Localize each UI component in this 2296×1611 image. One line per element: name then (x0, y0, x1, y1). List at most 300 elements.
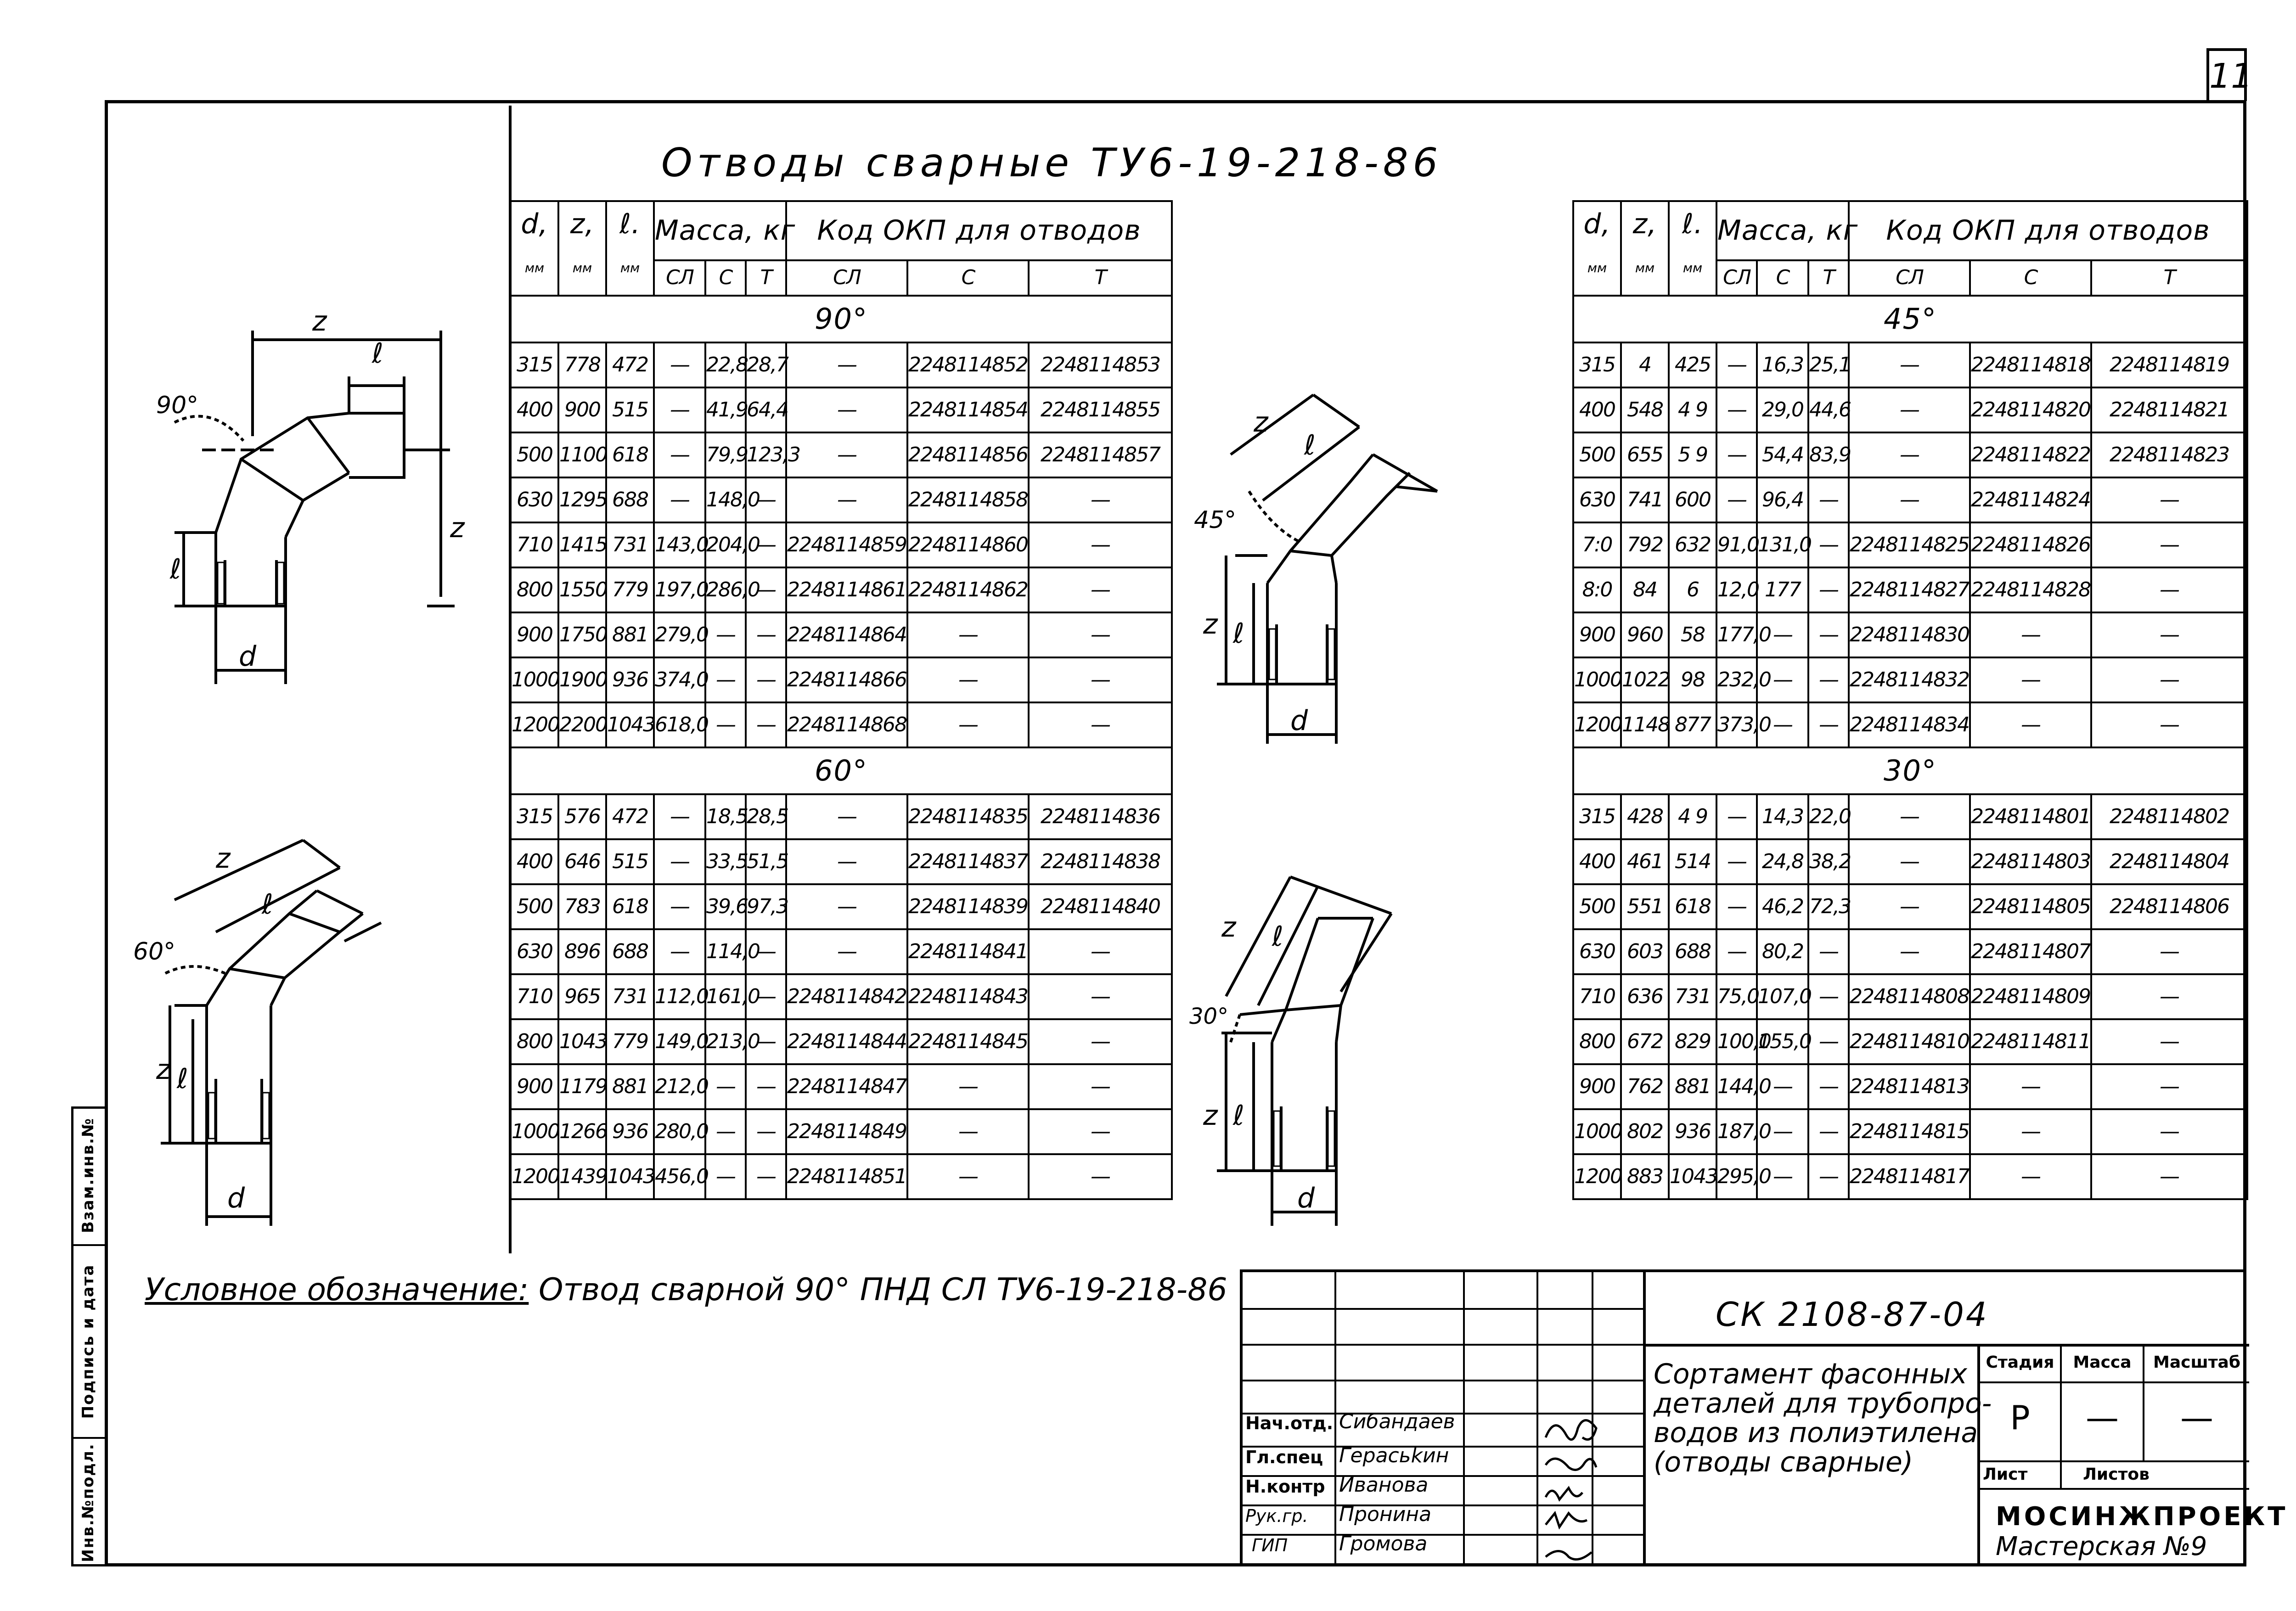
note-text: Отвод сварной 90° ПНД СЛ ТУ6-19-218-86 (538, 1272, 1227, 1308)
table-cell: — (907, 612, 1029, 657)
elbow-90-drawing (156, 303, 478, 716)
table-cell: 286,0 (705, 567, 746, 612)
table-cell: 97,3 (746, 884, 786, 929)
table-cell: — (1970, 702, 2091, 747)
table-cell: 779 (606, 1019, 654, 1064)
table-cell: 2248114817 (1849, 1154, 1970, 1199)
table-cell: — (654, 884, 705, 929)
table-cell: — (1716, 794, 1757, 839)
table-cell: 500 (511, 432, 558, 477)
doc-description (1654, 1359, 1992, 1477)
table-cell: 2248114841 (907, 929, 1029, 974)
header-mass: Масса, кг (1716, 201, 1849, 260)
table-cell: — (1970, 657, 2091, 702)
table-cell: 428 (1621, 794, 1669, 839)
table-cell: 18,5 (705, 794, 746, 839)
table-cell: 800 (1573, 1019, 1621, 1064)
table-cell: 6 (1669, 567, 1716, 612)
table-cell: 618 (606, 884, 654, 929)
table-cell: — (786, 477, 907, 522)
table-cell: 936 (1669, 1109, 1716, 1154)
table-row (511, 1064, 1172, 1109)
signer-name-5: Громова (1339, 1532, 1428, 1555)
table-row (511, 1154, 1172, 1199)
table-cell: 2248114827 (1849, 567, 1970, 612)
table-cell: 762 (1621, 1064, 1669, 1109)
table-cell: 177,0 (1716, 612, 1757, 657)
table-cell: 646 (558, 839, 606, 884)
header-okp: Код ОКП для отводов (786, 201, 1172, 260)
table-cell: 2248114807 (1970, 929, 2091, 974)
table-cell: — (1757, 612, 1808, 657)
table-cell: — (1970, 1109, 2091, 1154)
label-z-side: z (1203, 1100, 1218, 1132)
table-cell: 2248114824 (1970, 477, 2091, 522)
table-row (511, 839, 1172, 884)
table-cell: 632 (1669, 522, 1716, 567)
table-cell: — (654, 342, 705, 387)
label-l: ℓ (262, 888, 273, 921)
table-cell: — (746, 974, 786, 1019)
table-cell: 2248114868 (786, 702, 907, 747)
table-cell: 1043 (1669, 1154, 1716, 1199)
table-cell: — (1029, 1109, 1172, 1154)
table-cell: 514 (1669, 839, 1716, 884)
table-cell: 29,0 (1757, 387, 1808, 432)
header-z: z, мм (1621, 201, 1669, 296)
table-cell: 7:0 (1573, 522, 1621, 567)
label-z: z (216, 842, 231, 875)
table-row (511, 884, 1172, 929)
table-cell: 1200 (511, 702, 558, 747)
designation-note (145, 1272, 1227, 1308)
right-section-angle: 30° (1573, 747, 2247, 794)
table-cell: 2248114859 (786, 522, 907, 567)
table-cell: 2248114839 (907, 884, 1029, 929)
table-cell: 213,0 (705, 1019, 746, 1064)
elbow-60-drawing (124, 822, 400, 1249)
table-cell: 472 (606, 794, 654, 839)
table-cell: — (654, 929, 705, 974)
table-cell: — (786, 839, 907, 884)
table-cell: 232,0 (1716, 657, 1757, 702)
table-cell: 2248114857 (1029, 432, 1172, 477)
table-cell: 881 (606, 1064, 654, 1109)
table-cell: — (907, 1109, 1029, 1154)
table-cell: 2248114802 (2091, 794, 2247, 839)
table-cell: 16,3 (1757, 342, 1808, 387)
table-cell: 936 (606, 657, 654, 702)
table-cell: 315 (1573, 342, 1621, 387)
header-mass-s: С (705, 260, 746, 296)
table-cell: 39,6 (705, 884, 746, 929)
table-row (511, 432, 1172, 477)
table-cell: 143,0 (654, 522, 705, 567)
table-row (1573, 522, 2247, 567)
table-cell: 315 (511, 342, 558, 387)
table-cell: 2248114844 (786, 1019, 907, 1064)
table-row (1573, 794, 2247, 839)
side-label-zam: Взам.инв.№ (79, 1117, 97, 1233)
table-cell: 600 (1669, 477, 1716, 522)
table-cell: — (746, 1019, 786, 1064)
table-cell: — (1029, 522, 1172, 567)
table-cell: 1000 (511, 1109, 558, 1154)
header-mass-s: С (1757, 260, 1808, 296)
table-cell: 84 (1621, 567, 1669, 612)
table-cell: 155,0 (1757, 1019, 1808, 1064)
table-cell: 731 (606, 974, 654, 1019)
table-cell: 54,4 (1757, 432, 1808, 477)
table-row (511, 1019, 1172, 1064)
table-row (1573, 477, 2247, 522)
header-okp-sl: СЛ (786, 260, 907, 296)
table-cell: 112,0 (654, 974, 705, 1019)
table-cell: 655 (1621, 432, 1669, 477)
signer-name-1: Сибандаев (1339, 1410, 1455, 1433)
table-cell: 2248114861 (786, 567, 907, 612)
table-cell: — (1808, 702, 1849, 747)
table-cell: — (1029, 657, 1172, 702)
label-l-side: ℓ (1233, 1100, 1244, 1132)
table-cell: — (746, 567, 786, 612)
table-row (1573, 884, 2247, 929)
table-cell: 2248114823 (2091, 432, 2247, 477)
table-row (511, 794, 1172, 839)
label-z-side: z (156, 1054, 171, 1086)
header-okp-s: С (907, 260, 1029, 296)
table-cell: — (1029, 974, 1172, 1019)
table-row (511, 567, 1172, 612)
table-cell: 630 (1573, 929, 1621, 974)
table-cell: 1022 (1621, 657, 1669, 702)
table-cell: 100,0 (1716, 1019, 1757, 1064)
right-section-angle: 45° (1573, 296, 2247, 342)
table-cell: — (1029, 1019, 1172, 1064)
table-cell: — (654, 432, 705, 477)
table-cell: 2248114852 (907, 342, 1029, 387)
scale-label: Масштаб (2153, 1353, 2240, 1372)
label-l: ℓ (372, 337, 383, 370)
label-d: d (1297, 1182, 1315, 1214)
workshop: Мастерская №9 (1996, 1532, 2207, 1561)
table-cell: 5 9 (1669, 432, 1716, 477)
table-cell: — (1849, 794, 1970, 839)
table-cell: 72,3 (1808, 884, 1849, 929)
table-cell: 618 (1669, 884, 1716, 929)
label-angle-45: 45° (1194, 506, 1237, 534)
table-cell: 80,2 (1757, 929, 1808, 974)
label-z: z (1221, 911, 1236, 943)
table-cell: 1148 (1621, 702, 1669, 747)
table-cell: 741 (1621, 477, 1669, 522)
table-cell: 1550 (558, 567, 606, 612)
table-cell: — (654, 477, 705, 522)
table-cell: 2248114847 (786, 1064, 907, 1109)
table-cell: 548 (1621, 387, 1669, 432)
table-cell: 800 (511, 567, 558, 612)
table-cell: — (705, 1109, 746, 1154)
table-cell: 1900 (558, 657, 606, 702)
table-row (1573, 929, 2247, 974)
table-cell: 792 (1621, 522, 1669, 567)
doc-code: СК 2108-87-04 (1716, 1295, 1989, 1334)
table-cell: 472 (606, 342, 654, 387)
table-cell: 4 9 (1669, 387, 1716, 432)
table-cell: 2248114851 (786, 1154, 907, 1199)
table-cell: 98 (1669, 657, 1716, 702)
table-cell: — (907, 1154, 1029, 1199)
table-cell: 2248114834 (1849, 702, 1970, 747)
table-cell: 881 (606, 612, 654, 657)
table-cell: — (1029, 702, 1172, 747)
table-cell: 883 (1621, 1154, 1669, 1199)
table-row (1573, 1019, 2247, 1064)
table-cell: 900 (511, 612, 558, 657)
table-cell: 2248114820 (1970, 387, 2091, 432)
table-cell: — (746, 929, 786, 974)
table-cell: 1000 (511, 657, 558, 702)
table-cell: 24,8 (1757, 839, 1808, 884)
table-cell: — (1716, 387, 1757, 432)
table-cell: — (2091, 657, 2247, 702)
header-okp-t: Т (2091, 260, 2247, 296)
table-cell: 896 (558, 929, 606, 974)
table-cell: — (1029, 567, 1172, 612)
left-spec-table (510, 200, 1173, 1200)
table-cell: — (2091, 567, 2247, 612)
table-cell: 2248114805 (1970, 884, 2091, 929)
table-cell: 51,5 (746, 839, 786, 884)
table-cell: 1750 (558, 612, 606, 657)
table-cell: 2248114822 (1970, 432, 2091, 477)
signer-role-1: Нач.отд. (1245, 1413, 1334, 1433)
table-row (511, 657, 1172, 702)
table-cell: — (907, 702, 1029, 747)
elbow-30-drawing (1180, 859, 1437, 1235)
left-section-angle: 60° (511, 747, 1172, 794)
table-cell: — (2091, 1019, 2247, 1064)
table-row (511, 702, 1172, 747)
table-cell: 1100 (558, 432, 606, 477)
table-cell: — (1808, 1064, 1849, 1109)
elbow-45-drawing (1180, 376, 1465, 762)
sheet-number: 11 (2206, 48, 2247, 101)
table-cell: 2248114826 (1970, 522, 2091, 567)
left-section-angle: 90° (511, 296, 1172, 342)
table-cell: — (1849, 342, 1970, 387)
table-cell: 425 (1669, 342, 1716, 387)
table-cell: 731 (1669, 974, 1716, 1019)
table-cell: 79,9 (705, 432, 746, 477)
side-cell-zam (71, 1106, 105, 1244)
table-cell: — (1849, 929, 1970, 974)
table-row (511, 522, 1172, 567)
table-cell: — (786, 342, 907, 387)
side-label-sign: Подпись и дата (79, 1264, 97, 1419)
table-cell: 315 (1573, 794, 1621, 839)
table-cell: 14,3 (1757, 794, 1808, 839)
table-cell: — (2091, 1064, 2247, 1109)
side-label-inv: Инв.№подл. (79, 1443, 97, 1562)
table-cell: 123,3 (746, 432, 786, 477)
signer-role-2: Гл.спец (1245, 1447, 1323, 1467)
table-cell: 1179 (558, 1064, 606, 1109)
table-cell: — (746, 1064, 786, 1109)
table-cell: 800 (511, 1019, 558, 1064)
table-cell: 4 9 (1669, 794, 1716, 839)
desc-line-3: водов из полиэтилена (1654, 1417, 1978, 1449)
table-cell: — (746, 702, 786, 747)
table-cell: 46,2 (1757, 884, 1808, 929)
table-cell: — (705, 1064, 746, 1109)
table-cell: 900 (1573, 612, 1621, 657)
stage-label: Стадия (1986, 1353, 2054, 1372)
mass-value: — (2086, 1398, 2119, 1437)
table-cell: 1415 (558, 522, 606, 567)
label-l-side: ℓ (170, 553, 181, 585)
table-cell: — (2091, 929, 2247, 974)
table-cell: 2248114849 (786, 1109, 907, 1154)
table-cell: 161,0 (705, 974, 746, 1019)
stage-value: Р (2010, 1398, 2030, 1437)
table-cell: — (907, 1064, 1029, 1109)
table-cell: 400 (1573, 839, 1621, 884)
table-cell: 2248114811 (1970, 1019, 2091, 1064)
table-cell: — (1716, 884, 1757, 929)
table-cell: 2248114860 (907, 522, 1029, 567)
table-row (1573, 657, 2247, 702)
table-cell: — (786, 387, 907, 432)
table-cell: 2248114818 (1970, 342, 2091, 387)
table-cell: 1000 (1573, 657, 1621, 702)
table-cell: 144,0 (1716, 1064, 1757, 1109)
table-cell: 500 (1573, 432, 1621, 477)
label-z: z (312, 305, 327, 337)
label-angle-30: 30° (1189, 1004, 1229, 1029)
table-cell: 212,0 (654, 1064, 705, 1109)
table-cell: — (1808, 974, 1849, 1019)
table-cell: 461 (1621, 839, 1669, 884)
table-cell: 960 (1621, 612, 1669, 657)
table-cell: — (746, 477, 786, 522)
table-cell: 1200 (1573, 702, 1621, 747)
table-cell: 965 (558, 974, 606, 1019)
header-mass: Масса, кг (654, 201, 786, 260)
header-okp-sl: СЛ (1849, 260, 1970, 296)
table-cell: 1295 (558, 477, 606, 522)
table-cell: 688 (606, 929, 654, 974)
table-cell: 91,0 (1716, 522, 1757, 567)
mass-label: Масса (2073, 1353, 2132, 1372)
table-cell: — (1808, 1019, 1849, 1064)
signer-role-3: Н.контр (1245, 1476, 1325, 1497)
table-cell: — (786, 432, 907, 477)
table-cell: 2248114855 (1029, 387, 1172, 432)
table-cell: — (705, 657, 746, 702)
table-cell: 2248114862 (907, 567, 1029, 612)
table-cell: 2248114838 (1029, 839, 1172, 884)
table-row (1573, 612, 2247, 657)
table-cell: 2248114843 (907, 974, 1029, 1019)
side-stamp (71, 1106, 105, 1566)
note-label: Условное обозначение: (145, 1272, 529, 1308)
table-cell: — (2091, 522, 2247, 567)
label-angle-60: 60° (133, 938, 176, 965)
organization: МОСИНЖПРОЕКТ (1996, 1502, 2288, 1532)
table-cell: 2248114854 (907, 387, 1029, 432)
table-cell: 2248114842 (786, 974, 907, 1019)
table-cell: 2248114864 (786, 612, 907, 657)
table-cell: — (1970, 1154, 2091, 1199)
table-cell: 618,0 (654, 702, 705, 747)
table-cell: — (1849, 387, 1970, 432)
right-spec-table (1572, 200, 2248, 1200)
signer-role-4: Рук.гр. (1245, 1506, 1308, 1526)
table-cell: — (1808, 657, 1849, 702)
table-cell: 4 (1621, 342, 1669, 387)
table-cell: — (786, 794, 907, 839)
table-cell: 500 (1573, 884, 1621, 929)
table-cell: — (746, 612, 786, 657)
table-cell: 2248114804 (2091, 839, 2247, 884)
table-row (1573, 839, 2247, 884)
header-mass-t: Т (746, 260, 786, 296)
table-row (511, 342, 1172, 387)
table-cell: 2248114830 (1849, 612, 1970, 657)
table-row (511, 387, 1172, 432)
label-angle-90: 90° (156, 392, 199, 419)
table-cell: — (1849, 839, 1970, 884)
table-cell: 2248114858 (907, 477, 1029, 522)
table-cell: — (1808, 929, 1849, 974)
signatures (1541, 1410, 1642, 1566)
table-cell: 2248114828 (1970, 567, 2091, 612)
table-cell: 456,0 (654, 1154, 705, 1199)
table-cell: 900 (558, 387, 606, 432)
table-cell: 1200 (1573, 1154, 1621, 1199)
table-cell: — (1808, 477, 1849, 522)
header-d: d, мм (1573, 201, 1621, 296)
table-cell: — (705, 702, 746, 747)
table-cell: — (2091, 1154, 2247, 1199)
table-cell: 107,0 (1757, 974, 1808, 1019)
table-cell: 576 (558, 794, 606, 839)
table-cell: 2248114801 (1970, 794, 2091, 839)
table-cell: — (1757, 1064, 1808, 1109)
table-cell: 2248114819 (2091, 342, 2247, 387)
table-cell: — (1716, 839, 1757, 884)
table-cell: — (1849, 477, 1970, 522)
table-cell: 1043 (606, 702, 654, 747)
table-cell: 2248114815 (1849, 1109, 1970, 1154)
table-cell: 2248114808 (1849, 974, 1970, 1019)
table-cell: 197,0 (654, 567, 705, 612)
side-cell-inv (71, 1437, 105, 1566)
desc-line-2: деталей для трубопро- (1654, 1387, 1992, 1420)
sheets-label: Листов (2083, 1465, 2150, 1484)
table-row (1573, 567, 2247, 612)
table-cell: 75,0 (1716, 974, 1757, 1019)
table-cell: 96,4 (1757, 477, 1808, 522)
table-cell: — (786, 929, 907, 974)
table-cell: 83,9 (1808, 432, 1849, 477)
table-cell: 636 (1621, 974, 1669, 1019)
table-cell: 1043 (606, 1154, 654, 1199)
table-cell: 2248114837 (907, 839, 1029, 884)
header-okp-t: Т (1029, 260, 1172, 296)
table-cell: 2248114853 (1029, 342, 1172, 387)
